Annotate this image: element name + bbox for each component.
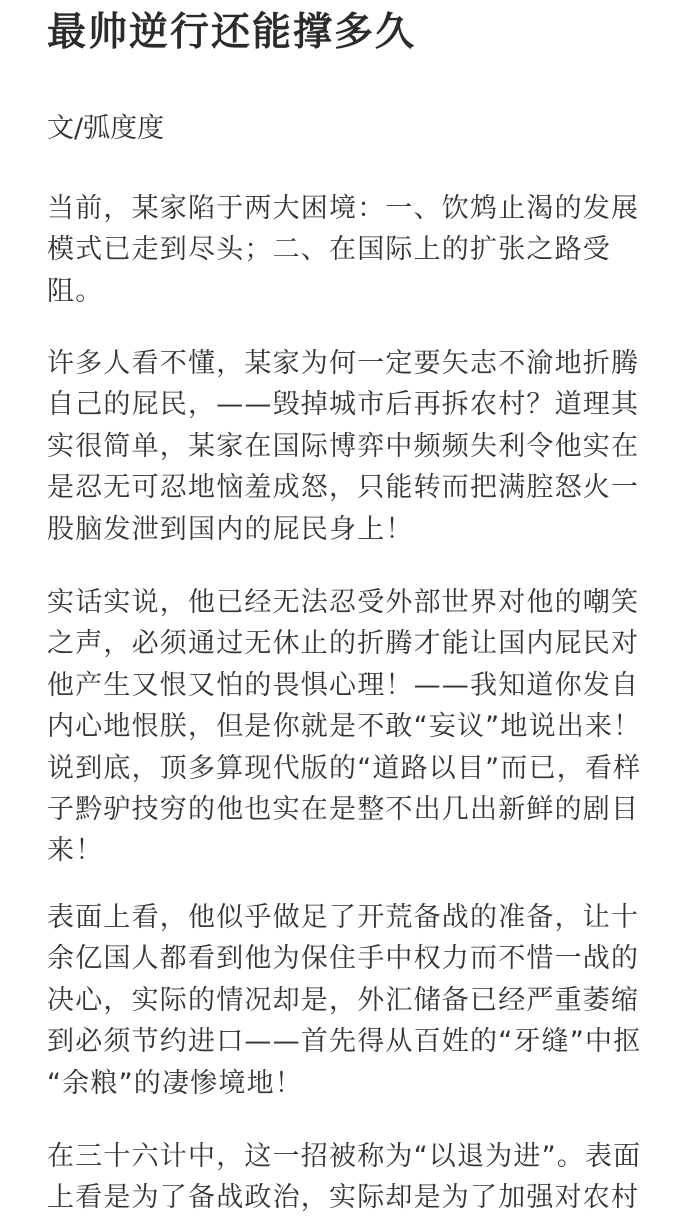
paragraph-line: 到必须节约进口——首先得从百姓的“牙缝”中抠 [47, 1026, 642, 1058]
paragraph-5 [47, 1136, 641, 1219]
paragraph-line: 来！ [47, 835, 104, 867]
paragraph-line: 自己的屁民，——毁掉城市后再拆农村？道理其 [47, 389, 640, 421]
paragraph-line: 股脑发泄到国内的屁民身上！ [47, 513, 414, 545]
paragraph-line: 内心地恨朕，但是你就是不敢“妄议”地说出来！ [47, 711, 642, 743]
paragraph-line: 之声，必须通过无休止的折腾才能让国内屁民对 [47, 628, 640, 660]
article-title: 最帅逆行还能撑多久 [47, 10, 417, 55]
paragraph-line: 上看是为了备战政治，实际却是为了加强对农村 [47, 1182, 640, 1214]
paragraph-line: 当前，某家陷于两大困境：一、饮鸩止渴的发展 [47, 193, 640, 224]
paragraph-line: 模式已走到尽头；二、在国际上的扩张之路受 [47, 234, 611, 266]
paragraph-line: 他产生又恨又怕的畏惧心理！——我知道你发自 [47, 669, 640, 701]
paragraph-line: 是忍无可忍地恼羞成怒，只能转而把满腔怒火一 [47, 472, 640, 504]
paragraph-line: 实话实说，他已经无法忍受外部世界对他的嘲笑 [47, 587, 640, 618]
paragraph-line: 在三十六计中，这一招被称为“以退为进”。表面 [47, 1141, 642, 1172]
paragraph-line: 子黔驴技穷的他也实在是整不出几出新鲜的剧目 [47, 794, 640, 826]
paragraph-3 [47, 582, 641, 872]
paragraph-1 [47, 188, 639, 312]
paragraph-2 [47, 343, 639, 550]
paragraph-line: 阻。 [47, 275, 104, 307]
paragraph-line: 说到底，顶多算现代版的“道路以目”而已，看样 [47, 752, 642, 784]
paragraph-line: 余亿国人都看到他为保住手中权力而不惜一战的 [47, 943, 640, 975]
paragraph-line: 实很简单，某家在国际博弈中频频失利令他实在 [47, 430, 640, 462]
paragraph-4 [47, 897, 641, 1104]
paragraph-line: 决心，实际的情况却是，外汇储备已经严重萎缩 [47, 984, 640, 1016]
paragraph-line: 表面上看，他似乎做足了开荒备战的准备，让十 [47, 902, 640, 933]
paragraph-line: 许多人看不懂，某家为何一定要矢志不渝地折腾 [47, 348, 640, 379]
paragraph-line: “余粮”的凄惨境地！ [47, 1067, 303, 1099]
article-author: 文/弧度度 [47, 113, 165, 144]
